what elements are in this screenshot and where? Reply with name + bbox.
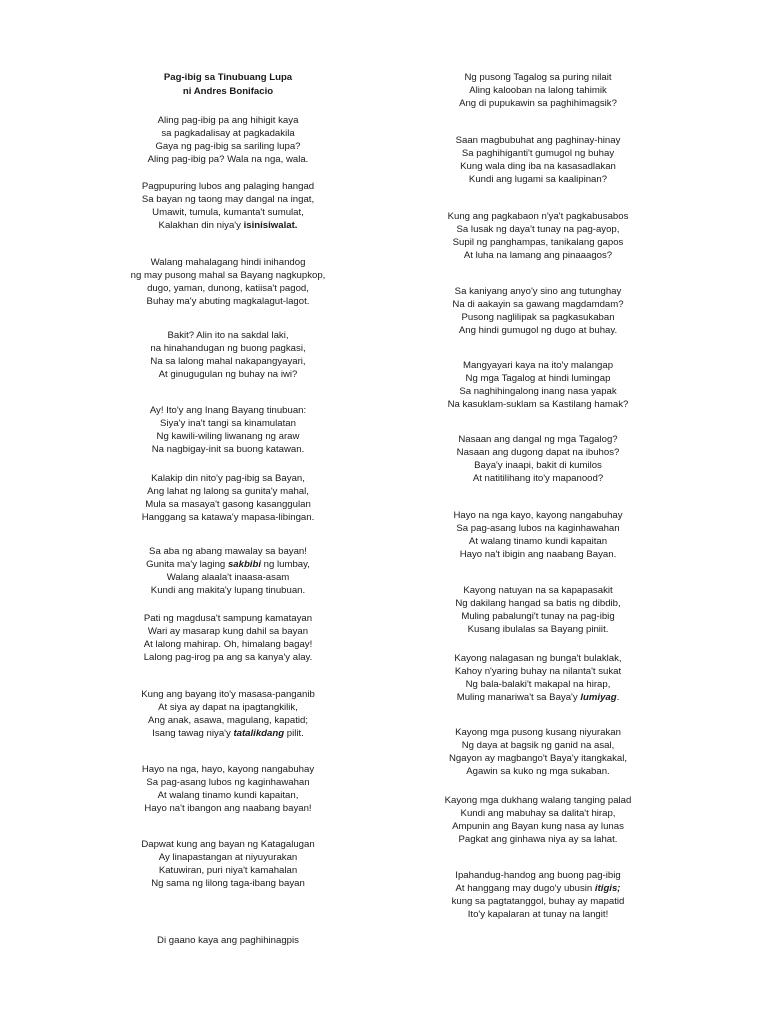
line-text: Kayong nalagasan ng bunga't bulaklak,	[454, 653, 622, 664]
line-text: Pagkat ang ginhawa niya ay sa lahat.	[458, 834, 618, 845]
line-text: na hinahandugan ng buong pagkasi,	[150, 343, 306, 354]
poem-line	[388, 459, 688, 472]
line-text: Agawin sa kuko ng mga sukaban.	[466, 766, 610, 777]
line-text: Ang hindi gumugol ng dugo at buhay.	[458, 325, 618, 336]
poem-author: ni Andres Bonifacio	[182, 86, 274, 97]
line-text: Ng kawili-wiling liwanang ng araw	[156, 431, 300, 442]
line-text: Kalakhan din niya'y	[158, 220, 244, 231]
poem-line	[388, 134, 688, 147]
line-text: Nasaan ang dangal ng mga Tagalog?	[458, 434, 618, 445]
line-text: Mangyayari kaya na ito'y malangap	[462, 360, 614, 371]
line-text: At luha na lamang ang pinaaagos?	[463, 250, 613, 261]
line-text: Hayo na nga, hayo, kayong nangabuhay	[141, 764, 315, 775]
poem-line	[80, 688, 376, 701]
line-text: Ngayon ay magbango't Baya'y itangkakal,	[448, 753, 628, 764]
poem-line	[388, 522, 688, 535]
poem-line	[80, 127, 376, 140]
poem-line	[388, 535, 688, 548]
line-text: Kayong mga dukhang walang tanging palad	[444, 795, 632, 806]
poem-line	[388, 398, 688, 411]
poem-line	[388, 324, 688, 337]
line-text: Na sa lalong mahal nakapangyayari,	[150, 356, 306, 367]
line-text: Aling kalooban na lalong tahimik	[469, 85, 607, 96]
poem-line	[80, 443, 376, 456]
poem-line	[388, 820, 688, 833]
poem-title: Pag-ibig sa Tinubuang Lupa	[163, 72, 293, 83]
poem-line	[388, 610, 688, 623]
line-text: Kundi ang mabuhay sa dalita't hirap,	[460, 808, 616, 819]
line-text: Gaya ng pag-ibig sa sariling lupa?	[155, 141, 301, 152]
line-text: Baya'y inaapi, bakit di kumilos	[474, 460, 602, 471]
line-text: Bakit? Alin ito na sakdal laki,	[167, 330, 289, 341]
poem-line	[388, 794, 688, 807]
line-text: Hayo na't ibigin ang naabang Bayan.	[459, 549, 617, 560]
line-text: Umawit, tumula, kumanta't sumulat,	[152, 207, 304, 218]
line-text: Di gaano kaya ang paghihinagpis	[157, 935, 299, 946]
line-text: Nasaan ang dugong dapat na ibuhos?	[456, 447, 620, 458]
poem-line	[80, 295, 376, 308]
poem-line	[388, 882, 688, 895]
line-text: Ang anak, asawa, magulang, kapatid;	[147, 715, 308, 726]
line-text: Kung ang bayang ito'y masasa-panganib	[141, 689, 315, 700]
line-text: Ng sama ng lilong taga-ibang bayan	[151, 878, 305, 889]
poem-line	[80, 368, 376, 381]
line-text: Sa pag-asang lubos na kaginhawahan	[456, 523, 620, 534]
poem-line	[80, 864, 376, 877]
poem-line	[388, 298, 688, 311]
poem-line	[80, 877, 376, 890]
poem-line	[388, 311, 688, 324]
emphasized-text: isinisiwalat.	[243, 220, 298, 231]
poem-line	[80, 612, 376, 625]
line-text: Ampunin ang Bayan kung nasa ay lunas	[452, 821, 624, 832]
poem-line	[388, 597, 688, 610]
line-text: pilit.	[284, 728, 304, 739]
line-text: Hayo na nga kayo, kayong nangabuhay	[453, 510, 623, 521]
line-text: Ng pusong Tagalog sa puring nilait	[464, 72, 612, 83]
line-text: Aling pag-ibig pa ang hihigit kaya	[157, 115, 299, 126]
poem-line	[388, 652, 688, 665]
line-text: Ito'y kapalaran at tunay na langit!	[467, 909, 609, 920]
line-text: sa pagkadalisay at pagkadakila	[161, 128, 295, 139]
line-text: Wari ay masarap kung dahil sa bayan	[147, 626, 309, 637]
poem-line	[80, 430, 376, 443]
poem-line	[388, 249, 688, 262]
line-text: dugo, yaman, dunong, katiisa't pagod,	[147, 283, 309, 294]
poem-line	[388, 433, 688, 446]
poem-line	[388, 726, 688, 739]
poem-line	[80, 714, 376, 727]
line-text: Pusong naglilipak sa pagkasukaban	[461, 312, 615, 323]
line-text: .	[616, 692, 620, 703]
poem-line	[388, 548, 688, 561]
line-text: At ginugugulan ng buhay na iwi?	[158, 369, 298, 380]
line-text: Muling pabalungi't tunay na pag-ibig	[461, 611, 615, 622]
line-text: Kung wala ding iba na kasasadlakan	[460, 161, 616, 172]
line-text: Ay! Ito'y ang Inang Bayang tinubuan:	[149, 405, 307, 416]
poem-line	[388, 895, 688, 908]
poem-line	[80, 625, 376, 638]
line-text: Isang tawag niya'y	[152, 728, 234, 739]
emphasized-text: sakbibi	[227, 559, 261, 570]
poem-line	[80, 571, 376, 584]
emphasized-text: itigis;	[594, 883, 621, 894]
line-text: Kusang ibulalas sa Bayang piniit.	[467, 624, 609, 635]
line-text: Kahoy n'yaring buhay na nilanta't sukat	[454, 666, 622, 677]
line-text: Dapwat kung ang bayan ng Katagalugan	[141, 839, 315, 850]
line-text: Walang mahalagang hindi inihandog	[150, 257, 306, 268]
line-text: At lalong mahirap. Oh, himalang bagay!	[143, 639, 313, 650]
poem-line	[388, 908, 688, 921]
line-text: Hayo na't ibangon ang naabang bayan!	[144, 803, 312, 814]
line-text: Hanggang sa katawa'y mapasa-libingan.	[141, 512, 315, 523]
line-text: Sa naghihingalong inang nasa yapak	[459, 386, 617, 397]
poem-line	[80, 498, 376, 511]
poem-line	[80, 638, 376, 651]
poem-line	[80, 727, 376, 740]
poem-line	[80, 545, 376, 558]
line-text: At hanggang may dugo'y ubusin	[455, 883, 595, 894]
poem-line	[80, 404, 376, 417]
line-text: Aling pag-ibig pa? Wala na nga, wala.	[147, 154, 309, 165]
line-text: Ipahandug-handog ang buong pag-ibig	[455, 870, 621, 881]
poem-line	[388, 472, 688, 485]
line-text: Pati ng magdusa't sampung kamatayan	[143, 613, 313, 624]
line-text: Gunita ma'y laging	[146, 559, 228, 570]
line-text: Buhay ma'y abuting magkalagut-lagot.	[146, 296, 310, 307]
poem-line	[388, 84, 688, 97]
poem-line	[388, 147, 688, 160]
poem-line	[80, 256, 376, 269]
poem-line	[80, 269, 376, 282]
poem-line	[80, 838, 376, 851]
poem-line	[80, 701, 376, 714]
emphasized-text: lumiyag	[580, 692, 617, 703]
line-text: At siya ay dapat na ipagtangkilik,	[158, 702, 298, 713]
line-text: Sa kaniyang anyo'y sino ang tutunghay	[454, 286, 622, 297]
poem-line	[80, 114, 376, 127]
poem-line	[80, 558, 376, 571]
line-text: Siya'y ina't tangi sa kinamulatan	[160, 418, 296, 429]
poem-line	[388, 446, 688, 459]
line-text: Pagpupuring lubos ang palaging hangad	[141, 181, 315, 192]
poem-line	[388, 833, 688, 846]
poem-line	[388, 623, 688, 636]
emphasized-text: tatalikdang	[233, 728, 285, 739]
poem-line	[80, 651, 376, 664]
poem-line	[80, 763, 376, 776]
line-text: At walang tinamo kundi kapaitan,	[157, 790, 299, 801]
line-text: Katuwiran, puri niya't kamahalan	[158, 865, 298, 876]
line-text: Sa pag-asang lubos ng kaginhawahan	[146, 777, 310, 788]
line-text: Kung ang pagkabaon n'ya't pagkabusabos	[447, 211, 629, 222]
line-text: ng may pusong mahal sa Bayang nagkupkop,	[130, 270, 326, 281]
line-text: Ng daya at bagsik ng ganid na asal,	[461, 740, 615, 751]
poem-line	[80, 851, 376, 864]
line-text: Na nagbigay-init sa buong katawan.	[151, 444, 305, 455]
poem-line	[388, 210, 688, 223]
poem-line	[388, 285, 688, 298]
poem-line	[388, 223, 688, 236]
line-text: Sa bayan ng taong may dangal na ingat,	[141, 194, 315, 205]
line-text: Saan magbubuhat ang paghinay-hinay	[455, 135, 621, 146]
poem-line	[388, 71, 688, 84]
line-text: Ng mga Tagalog at hindi lumingap	[465, 373, 611, 384]
line-text: Walang alaala't inaasa-asam	[166, 572, 290, 583]
line-text: Na kasuklam-suklam sa Kastilang hamak?	[447, 399, 629, 410]
poem-line	[388, 691, 688, 704]
poem-line	[80, 153, 376, 166]
poem-line	[388, 160, 688, 173]
poem-line	[80, 802, 376, 815]
poem-line	[388, 372, 688, 385]
line-text: Ng dakilang hangad sa batis ng dibdib,	[455, 598, 621, 609]
line-text: At natitilihang ito'y mapanood?	[472, 473, 604, 484]
poem-line	[388, 739, 688, 752]
line-text: kung sa pagtatanggol, buhay ay mapatid	[451, 896, 625, 907]
poem-line	[388, 236, 688, 249]
poem-line	[80, 219, 376, 232]
line-text: Na di aakayin sa gawang magdamdam?	[452, 299, 624, 310]
poem-line	[80, 789, 376, 802]
poem-line	[388, 765, 688, 778]
poem-line	[388, 752, 688, 765]
line-text: Supil ng panghampas, tanikalang gapos	[452, 237, 624, 248]
line-text: Sa lusak ng daya't tunay na pag-ayop,	[456, 224, 620, 235]
poem-line	[80, 776, 376, 789]
line-text: Kalakip din nito'y pag-ibig sa Bayan,	[151, 473, 305, 484]
poem-line	[80, 485, 376, 498]
line-text: Ng bala-balaki't makapal na hirap,	[465, 679, 611, 690]
poem-line	[388, 665, 688, 678]
poem-line	[388, 807, 688, 820]
poem-line	[80, 193, 376, 206]
poem-line	[388, 678, 688, 691]
poem-line	[388, 385, 688, 398]
poem-line	[80, 180, 376, 193]
line-text: Kayong natuyan na sa kapapasakit	[463, 585, 613, 596]
poem-line	[80, 140, 376, 153]
poem-line	[80, 511, 376, 524]
poem-line	[388, 584, 688, 597]
line-text: Muling manariwa't sa Baya'y	[456, 692, 581, 703]
line-text: ng lumbay,	[261, 559, 310, 570]
poem-line	[80, 934, 376, 947]
line-text: Kundi ang lugami sa kaalipinan?	[468, 174, 608, 185]
poem-line	[388, 869, 688, 882]
poem-line	[388, 359, 688, 372]
poem-line	[80, 355, 376, 368]
poem-line	[80, 206, 376, 219]
poem-line	[80, 584, 376, 597]
poem-line	[80, 329, 376, 342]
line-text: Kayong mga pusong kusang niyurakan	[455, 727, 621, 738]
poem-line	[388, 509, 688, 522]
line-text: Mula sa masaya't gasong kasanggulan	[145, 499, 311, 510]
poem-line	[80, 472, 376, 485]
line-text: Ang di pupukawin sa paghihimagsik?	[459, 98, 617, 109]
poem-line	[388, 173, 688, 186]
line-text: Sa aba ng abang mawalay sa bayan!	[149, 546, 307, 557]
line-text: Ay linapastangan at niyuyurakan	[158, 852, 298, 863]
line-text: Kundi ang makita'y lupang tinubuan.	[150, 585, 306, 596]
line-text: At walang tinamo kundi kapaitan	[468, 536, 608, 547]
poem-line	[80, 342, 376, 355]
poem-line	[388, 97, 688, 110]
line-text: Lalong pag-irog pa ang sa kanya'y alay.	[143, 652, 313, 663]
line-text: Sa paghihiganti't gumugol ng buhay	[461, 148, 615, 159]
poem-line	[80, 417, 376, 430]
line-text: Ang lahat ng lalong sa gunita'y mahal,	[147, 486, 309, 497]
poem-line	[80, 282, 376, 295]
